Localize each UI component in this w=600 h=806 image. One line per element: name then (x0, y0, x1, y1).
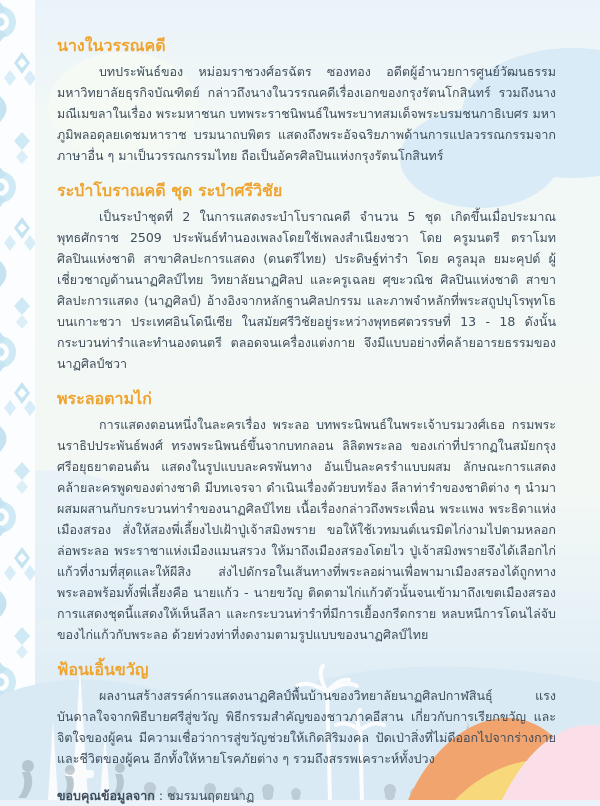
section-heading-nang-nai-wannakadi: นางในวรรณคดี (57, 36, 166, 55)
section-heading-rabam-borankadi: ระบำโบราณคดี ชุด ระบำศรีวิชัย (57, 181, 283, 200)
section-paragraph: การแสดงตอนหนึ่งในละครเรื่อง พระลอ บทพระนิพนธ์ในพระเจ้าบรมวงศ์เธอ กรมพระนราธิปประพันธ์พงศ์ ทรงพระนิพนธ์ขึ้นจากบทกลอน ลิลิตพระลอ ของเก่าที่ปรากฏในสมัยกรุงศรีอยุธยาตอนต้น แสดงในรูปแบบละครพันทาง อันเป็นละครรำแบบผสม ลักษณะการแสดงคล้ายละครพูดของต่างชาติ มีบทเจรจา ดำเนินเรื่องด้วยบทร้อง ลีลาท่ารำของชาติต่าง ๆ นำมาผสมผสานกับกระบวนท่ารำของนาฏศิลป์ไทย เนื้อเรื่องกล่าวถึงพระเพื่อน พระแพง พระธิดาแห่งเมืองสรอง สั่งให้สองพี่เลี้ยงไปเฝ้าปู่เจ้าสมิงพราย ขอให้ใช้เวทมนต์เนรมิตไก่งามไปตามหลอกล่อพระลอ พระราชาแห่งเมืองแมนสรวง ให้มาถึงเมืองสรองโดยไว ปู่เจ้าสมิงพรายจึงได้เลือกไก่แก้วที่งามที่สุดและให้ผีสิง ส่งไปดักรอในเส้นทางที่พระลอผ่านเพื่อพามาเมืองสรองได้ถูกทาง พระลอพร้อมทั้งพี่เลี้ยงคือ นายแก้ว - นายขวัญ ติดตามไก่แก้วตัวนั้นจนเข้ามาถึงเขตเมืองสรอง การแสดงชุดนี้แสดงให้เห็นลีลา และกระบวนท่ารำที่มีการเยื้องกรีดกราย หลบหนีการโดนไล่จับของไก่แก้วกับพระลอ ด้วยท่วงท่าที่งดงามตามรูปแบบของนาฏศิลป์ไทย (57, 417, 556, 642)
credit-label: ขอบคุณข้อมูลจาก (57, 788, 155, 803)
section-heading-phra-lo-tam-kai: พระลอตามไก่ (57, 389, 152, 408)
article-content (57, 36, 556, 806)
section-paragraph: บทประพันธ์ของ หม่อมราชวงศ์อรฉัตร ซองทอง อดีตผู้อำนวยการศูนย์วัฒนธรรม มหาวิทยาลัยธุรกิจบัณฑิตย์ กล่าวถึงนางในวรรณคดีเรื่องเอกของกรุงรัตนโกสินทร์ รวมถึงนางมณีเมขลาในเรื่อง พระมหาชนก บทพระราชนิพนธ์ในพระบาทสมเด็จพระบรมชนกาธิเบศร มหาภูมิพลอดุลยเดชมหาราช บรมนาถบพิตร แสดงถึงพระอัจฉริยภาพด้านการแปลวรรณกรรมจากภาษาอื่น ๆ มาเป็นวรรณกรรมไทย ถือเป็นอัครศิลปินแห่งกรุงรัตนโกสินทร์ (57, 64, 556, 163)
section-paragraph: เป็นระบำชุดที่ 2 ในการแสดงระบำโบราณคดี จำนวน 5 ชุด เกิดขึ้นเมื่อประมาณพุทธศักราช 2509 ประพันธ์ทำนองเพลงโดยใช้เพลงสำเนียงชวา โดย ครูมนตรี ตราโมท ศิลปินแห่งชาติ สาขาศิลปะการแสดง (ดนตรีไทย) ประดิษฐ์ท่ารำ โดย ครูลมุล ยมะคุปต์ ผู้เชี่ยวชาญด้านนาฏศิลป์ไทย วิทยาลัยนาฏศิลป และครูเฉลย ศุขะวณิช ศิลปินแห่งชาติ สาขาศิลปะการแสดง (นาฏศิลป์) อ้างอิงจากหลักฐานศิลปกรรม และภาพจำหลักที่พระสถูปบุโรพุทโธ บนเกาะชวา ประเทศอินโดนีเซีย ในสมัยศรีวิชัยอยู่ระหว่างพุทธศตวรรษที่ 13 - 18 ดังนั้นกระบวนท่ารำและทำนองดนตรี ตลอดจนเครื่องแต่งกาย จึงมีแบบอย่างที่คล้ายอารยธรรมของนาฏศิลป์ชวา (57, 209, 556, 371)
section-paragraph: ผลงานสร้างสรรค์การแสดงนาฏศิลป์พื้นบ้านของวิทยาลัยนาฏศิลปกาฬสินธุ์ แรงบันดาลใจจากพิธีบายศรีสู่ขวัญ พิธีกรรมสำคัญของชาวภาคอีสาน เกี่ยวกับการเรียกขวัญ และจิตใจของผู้คน มีความเชื่อว่าการสู่ขวัญช่วยให้เกิดสิริมงคล ปัดเป่าสิ่งที่ไม่ดีออกไปจากร่างกายและชีวิตของผู้คน อีกทั้งให้หายโรคภัยต่าง ๆ รวมถึงสรรพเคราะห์ทั้งปวง (57, 688, 556, 766)
credit-line (57, 786, 556, 806)
credit-value: ชมรมนฤตยนาฏ (167, 788, 255, 803)
credit-separator: : (158, 788, 164, 803)
section-heading-fon-oen-khwan: ฟ้อนเอิ้นขวัญ (57, 660, 149, 679)
